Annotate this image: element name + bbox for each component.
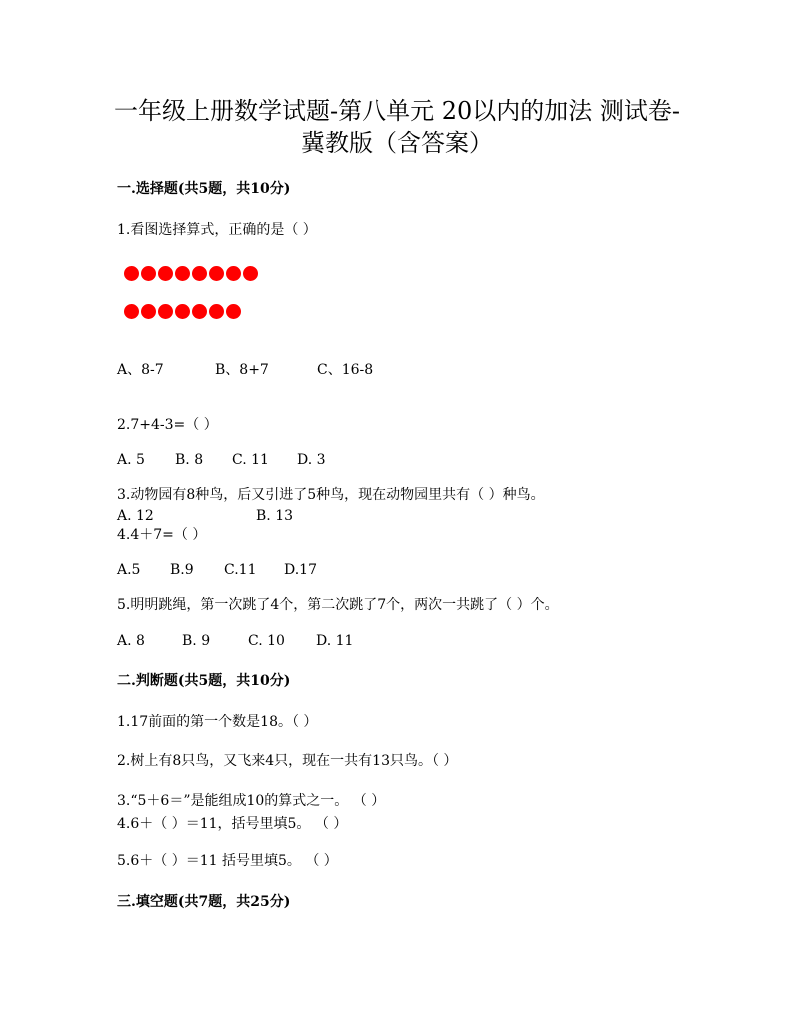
red-dot [141, 266, 156, 281]
red-dot [226, 266, 241, 281]
question-2-text: 2.7+4-3=（ ） [117, 417, 218, 433]
question-1-text: 1.看图选择算式，正确的是（ ） [117, 222, 317, 238]
judge-question-3: 3.“5＋6＝”是能组成10的算式之一。 （ ） [117, 793, 386, 809]
red-dot [192, 304, 207, 319]
red-dot [124, 266, 139, 281]
red-dot [209, 266, 224, 281]
question-5-options [117, 632, 353, 650]
red-dot [226, 304, 241, 319]
red-dot [141, 304, 156, 319]
option-c: C、16-8 [317, 362, 374, 378]
option-a: A.5 [117, 562, 141, 578]
red-dot [175, 266, 190, 281]
option-b: B.9 [170, 562, 194, 578]
section2-heading: 二.判断题(共5题，共10分) [117, 673, 291, 689]
red-dot [158, 266, 173, 281]
option-c: C.11 [224, 562, 257, 578]
red-dot [209, 304, 224, 319]
question-3-options [117, 507, 293, 525]
red-dot [192, 266, 207, 281]
option-b: B. 13 [256, 508, 294, 524]
red-dot [175, 304, 190, 319]
option-a: A. 8 [117, 633, 145, 649]
page-title-line1: 一年级上册数学试题-第八单元 20以内的加法 测试卷- [113, 97, 680, 125]
question-1-options [117, 361, 373, 379]
question-4-text: 4.4＋7=（ ） [117, 527, 207, 543]
dot-row-bottom [124, 304, 241, 319]
judge-question-4: 4.6＋（ ）＝11，括号里填5。 （ ） [117, 816, 348, 832]
question-4-options [117, 561, 317, 579]
section1-heading: 一.选择题(共5题，共10分) [117, 181, 291, 197]
judge-question-1: 1.17前面的第一个数是18。（ ） [117, 714, 318, 730]
option-b: B. 8 [175, 452, 204, 468]
option-a: A. 12 [117, 508, 154, 524]
option-d: D.17 [284, 562, 317, 578]
red-dot [243, 266, 258, 281]
option-d: D. 11 [316, 633, 354, 649]
question-2-options [117, 451, 326, 469]
option-c: C. 10 [248, 633, 285, 649]
dot-row-top [124, 266, 258, 281]
option-d: D. 3 [297, 452, 326, 468]
option-b: B. 9 [182, 633, 211, 649]
option-a: A. 5 [117, 452, 145, 468]
judge-question-5: 5.6＋（ ）＝11 括号里填5。 （ ） [117, 853, 338, 869]
option-a: A、8-7 [117, 362, 164, 378]
page-title-line2: 冀教版（含答案） [301, 129, 493, 157]
question-3-text: 3.动物园有8种鸟，后又引进了5种鸟，现在动物园里共有（ ）种鸟。 [117, 487, 545, 503]
judge-question-2: 2.树上有8只鸟，又飞来4只，现在一共有13只鸟。（ ） [117, 753, 458, 769]
option-b: B、8+7 [215, 362, 269, 378]
section3-heading: 三.填空题(共7题，共25分) [117, 894, 291, 910]
question-5-text: 5.明明跳绳，第一次跳了4个，第二次跳了7个，两次一共跳了（ ）个。 [117, 597, 559, 613]
red-dot [158, 304, 173, 319]
option-c: C. 11 [232, 452, 269, 468]
red-dot [124, 304, 139, 319]
